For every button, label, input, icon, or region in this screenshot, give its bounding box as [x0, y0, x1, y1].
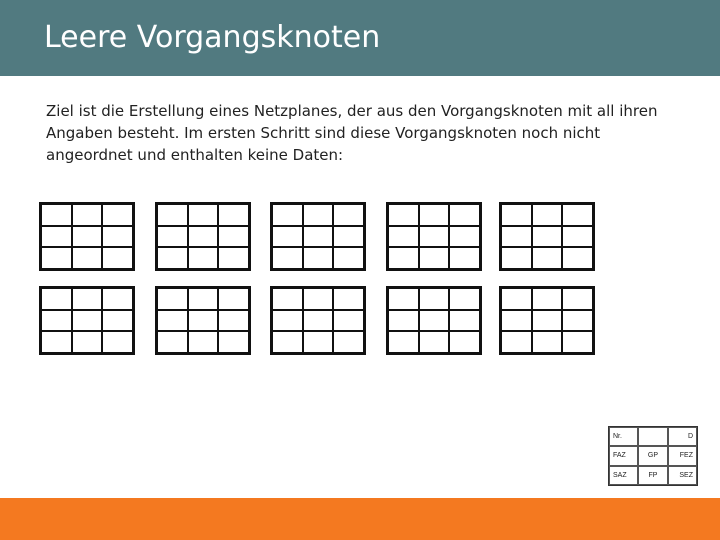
intro-line: Ziel ist die Erstellung eines Netzplanes, der aus den Vorgangsknoten mit all ihren [46, 102, 658, 120]
legend-faz: FAZ [609, 446, 638, 465]
legend-empty [638, 427, 667, 446]
empty-node [39, 202, 135, 271]
node-cell [419, 204, 450, 226]
node-cell [188, 204, 219, 226]
node-cell [501, 331, 532, 353]
node-cell [303, 331, 334, 353]
node-cell [333, 226, 364, 248]
legend-gp: GP [638, 446, 667, 465]
node-cell [449, 331, 480, 353]
node-cell [188, 247, 219, 269]
node-cell [562, 204, 593, 226]
node-cell [188, 226, 219, 248]
empty-node [39, 286, 135, 355]
node-cell [419, 247, 450, 269]
node-cell [562, 331, 593, 353]
legend-fp: FP [638, 466, 667, 485]
node-cell [388, 310, 419, 332]
empty-node [386, 286, 482, 355]
node-cell [388, 288, 419, 310]
node-cell [333, 247, 364, 269]
node-cell [102, 247, 133, 269]
node-cell [41, 247, 72, 269]
node-cell [272, 226, 303, 248]
empty-node [386, 202, 482, 271]
empty-node [270, 286, 366, 355]
legend-fez: FEZ [668, 446, 697, 465]
node-cell [449, 247, 480, 269]
node-cell [419, 288, 450, 310]
node-cell [303, 288, 334, 310]
node-cell [388, 226, 419, 248]
node-cell [102, 226, 133, 248]
node-cell [501, 288, 532, 310]
node-cell [157, 331, 188, 353]
legend-sez: SEZ [668, 466, 697, 485]
node-cell [272, 288, 303, 310]
node-cell [449, 204, 480, 226]
node-cell [388, 331, 419, 353]
node-cell [388, 204, 419, 226]
node-cell [419, 226, 450, 248]
slide-title: Leere Vorgangsknoten [44, 20, 381, 55]
node-cell [562, 310, 593, 332]
node-cell [102, 331, 133, 353]
node-cell [272, 331, 303, 353]
node-cell [419, 310, 450, 332]
node-cell [41, 204, 72, 226]
intro-paragraph [46, 100, 666, 166]
node-cell [188, 288, 219, 310]
legend-saz: SAZ [609, 466, 638, 485]
node-cell [532, 331, 563, 353]
node-cell [532, 310, 563, 332]
empty-node [155, 202, 251, 271]
node-cell [218, 247, 249, 269]
node-cell [562, 226, 593, 248]
node-cell [272, 247, 303, 269]
node-cell [532, 288, 563, 310]
empty-node [499, 202, 595, 271]
slide-header [0, 0, 720, 76]
node-cell [501, 226, 532, 248]
node-cell [41, 310, 72, 332]
node-cell [272, 204, 303, 226]
node-cell [157, 204, 188, 226]
node-cell [218, 226, 249, 248]
node-cell [303, 226, 334, 248]
node-cell [272, 310, 303, 332]
node-cell [218, 288, 249, 310]
node-cell [41, 331, 72, 353]
node-cell [333, 288, 364, 310]
node-cell [449, 226, 480, 248]
intro-line: angeordnet und enthalten keine Daten: [46, 146, 344, 164]
intro-line: Angaben besteht. Im ersten Schritt sind diese Vorgangsknoten noch nicht [46, 124, 601, 142]
node-cell [303, 204, 334, 226]
node-cell [102, 288, 133, 310]
node-cell [333, 310, 364, 332]
legend-nr: Nr. [609, 427, 638, 446]
node-cell [449, 310, 480, 332]
node-cell [388, 247, 419, 269]
node-cell [157, 226, 188, 248]
node-cell [72, 310, 103, 332]
node-cell [303, 310, 334, 332]
node-cell [218, 310, 249, 332]
node-legend [608, 426, 698, 486]
node-cell [333, 331, 364, 353]
node-cell [157, 247, 188, 269]
node-cell [188, 310, 219, 332]
node-cell [532, 247, 563, 269]
empty-node [270, 202, 366, 271]
empty-node [155, 286, 251, 355]
empty-node [499, 286, 595, 355]
node-cell [532, 204, 563, 226]
footer-bar [0, 498, 720, 540]
node-cell [102, 204, 133, 226]
node-cell [41, 226, 72, 248]
node-cell [157, 288, 188, 310]
node-cell [303, 247, 334, 269]
node-cell [501, 204, 532, 226]
node-cell [449, 288, 480, 310]
node-cell [72, 331, 103, 353]
node-cell [532, 226, 563, 248]
node-cell [188, 331, 219, 353]
node-cell [333, 204, 364, 226]
node-cell [72, 247, 103, 269]
legend-d: D [668, 427, 697, 446]
node-cell [419, 331, 450, 353]
node-cell [562, 288, 593, 310]
node-cell [157, 310, 188, 332]
node-cell [218, 204, 249, 226]
node-cell [72, 204, 103, 226]
node-cell [501, 247, 532, 269]
node-cell [501, 310, 532, 332]
node-cell [218, 331, 249, 353]
node-cell [41, 288, 72, 310]
node-cell [102, 310, 133, 332]
node-cell [72, 288, 103, 310]
node-cell [72, 226, 103, 248]
node-cell [562, 247, 593, 269]
